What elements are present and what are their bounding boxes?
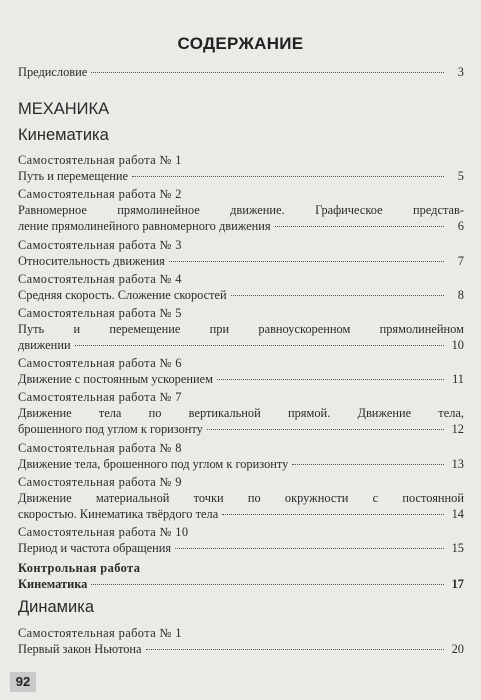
toc-entry[interactable] — [18, 440, 464, 472]
entry-page: 3 — [457, 65, 464, 79]
dot-leader — [132, 176, 444, 177]
toc-entry[interactable] — [18, 237, 464, 269]
entry-title: Движение материальной точки по окружности с постоянной — [18, 491, 464, 505]
entry-title: Равномерное прямолинейное движение. Графическое представ- — [18, 203, 464, 217]
toc-entry[interactable] — [18, 355, 464, 387]
entry-line — [18, 371, 464, 387]
dot-leader — [292, 464, 444, 465]
entry-title: Путь и перемещение — [18, 169, 129, 183]
entry-title: Кинематика — [18, 577, 88, 591]
entry-page: 12 — [451, 422, 464, 436]
toc-entry[interactable] — [18, 152, 464, 184]
toc-entry[interactable] — [18, 186, 464, 234]
entry-title: Движение с постоянным ускорением — [18, 372, 213, 386]
entry-work-label: Самостоятельная работа № 3 — [18, 238, 182, 252]
entry-page: 10 — [451, 338, 464, 352]
entry-title: брошенного под углом к горизонту — [18, 422, 203, 436]
entry-line — [18, 337, 464, 353]
entry-line — [18, 540, 464, 556]
entry-line — [18, 641, 464, 657]
entry-page: 11 — [452, 372, 464, 386]
entry-line — [18, 218, 464, 234]
entry-page: 8 — [457, 288, 464, 302]
toc-entry[interactable] — [18, 271, 464, 303]
toc-entry[interactable] — [18, 524, 464, 556]
entry-line — [18, 168, 464, 184]
section-heading-kinematics: Кинематика — [18, 126, 109, 144]
entry-title: скоростью. Кинематика твёрдого тела — [18, 507, 219, 521]
dot-leader — [275, 226, 444, 227]
entry-page: 7 — [457, 254, 464, 268]
entry-line — [18, 421, 464, 437]
toc-entry-preface[interactable] — [18, 64, 464, 80]
dot-leader — [231, 295, 444, 296]
toc-entry[interactable] — [18, 474, 464, 522]
dot-leader — [91, 72, 444, 73]
entry-page: 17 — [451, 577, 464, 591]
toc-entry[interactable] — [18, 625, 464, 657]
dot-leader — [91, 584, 444, 585]
entry-title: Первый закон Ньютона — [18, 642, 142, 656]
entry-line — [18, 456, 464, 472]
dot-leader — [175, 548, 444, 549]
entry-work-label: Самостоятельная работа № 1 — [18, 626, 182, 640]
entry-line — [18, 576, 464, 592]
dot-leader — [169, 261, 444, 262]
section-heading-dynamics: Динамика — [18, 598, 94, 616]
entry-title: Относительность движения — [18, 254, 165, 268]
entry-work-label: Контрольная работа — [18, 561, 141, 575]
entry-line — [18, 405, 464, 421]
entry-page: 20 — [451, 642, 464, 656]
entry-title: движении — [18, 338, 71, 352]
entry-work-label: Самостоятельная работа № 6 — [18, 356, 182, 370]
entry-title: Движение тела, брошенного под углом к горизонту — [18, 457, 289, 471]
entry-title: Движение тела по вертикальной прямой. Движение тела, — [18, 406, 464, 420]
entry-work-label: Самостоятельная работа № 9 — [18, 475, 182, 489]
entry-line — [18, 202, 464, 218]
entry-work-label: Самостоятельная работа № 2 — [18, 187, 182, 201]
dot-leader — [222, 514, 444, 515]
entry-title: Период и частота обращения — [18, 541, 172, 555]
entry-title: ление прямолинейного равномерного движения — [18, 219, 271, 233]
contents-title: СОДЕРЖАНИЕ — [177, 34, 304, 53]
entry-line — [18, 321, 464, 337]
entry-line — [18, 506, 464, 522]
entry-page: 13 — [451, 457, 464, 471]
entry-work-label: Самостоятельная работа № 5 — [18, 306, 182, 320]
toc-entry[interactable] — [18, 560, 464, 592]
part-heading: МЕХАНИКА — [18, 100, 110, 118]
toc-entry[interactable] — [18, 389, 464, 437]
entry-title: Предисловие — [18, 65, 88, 79]
entry-work-label: Самостоятельная работа № 7 — [18, 390, 182, 404]
entry-work-label: Самостоятельная работа № 10 — [18, 525, 189, 539]
entry-line — [18, 287, 464, 303]
page-number: 92 — [10, 672, 36, 692]
toc-entry[interactable] — [18, 305, 464, 353]
dot-leader — [75, 345, 444, 346]
entry-page: 5 — [457, 169, 464, 183]
entry-work-label: Самостоятельная работа № 1 — [18, 153, 182, 167]
entry-page: 15 — [451, 541, 464, 555]
entry-work-label: Самостоятельная работа № 8 — [18, 441, 182, 455]
entry-line — [18, 490, 464, 506]
entry-work-label: Самостоятельная работа № 4 — [18, 272, 182, 286]
entry-page: 6 — [457, 219, 464, 233]
dot-leader — [217, 379, 444, 380]
entry-line — [18, 253, 464, 269]
entry-title: Путь и перемещение при равноускоренном прямолинейном — [18, 322, 464, 336]
dot-leader — [146, 649, 444, 650]
entry-title: Средняя скорость. Сложение скоростей — [18, 288, 227, 302]
entry-page: 14 — [451, 507, 464, 521]
dot-leader — [207, 429, 444, 430]
